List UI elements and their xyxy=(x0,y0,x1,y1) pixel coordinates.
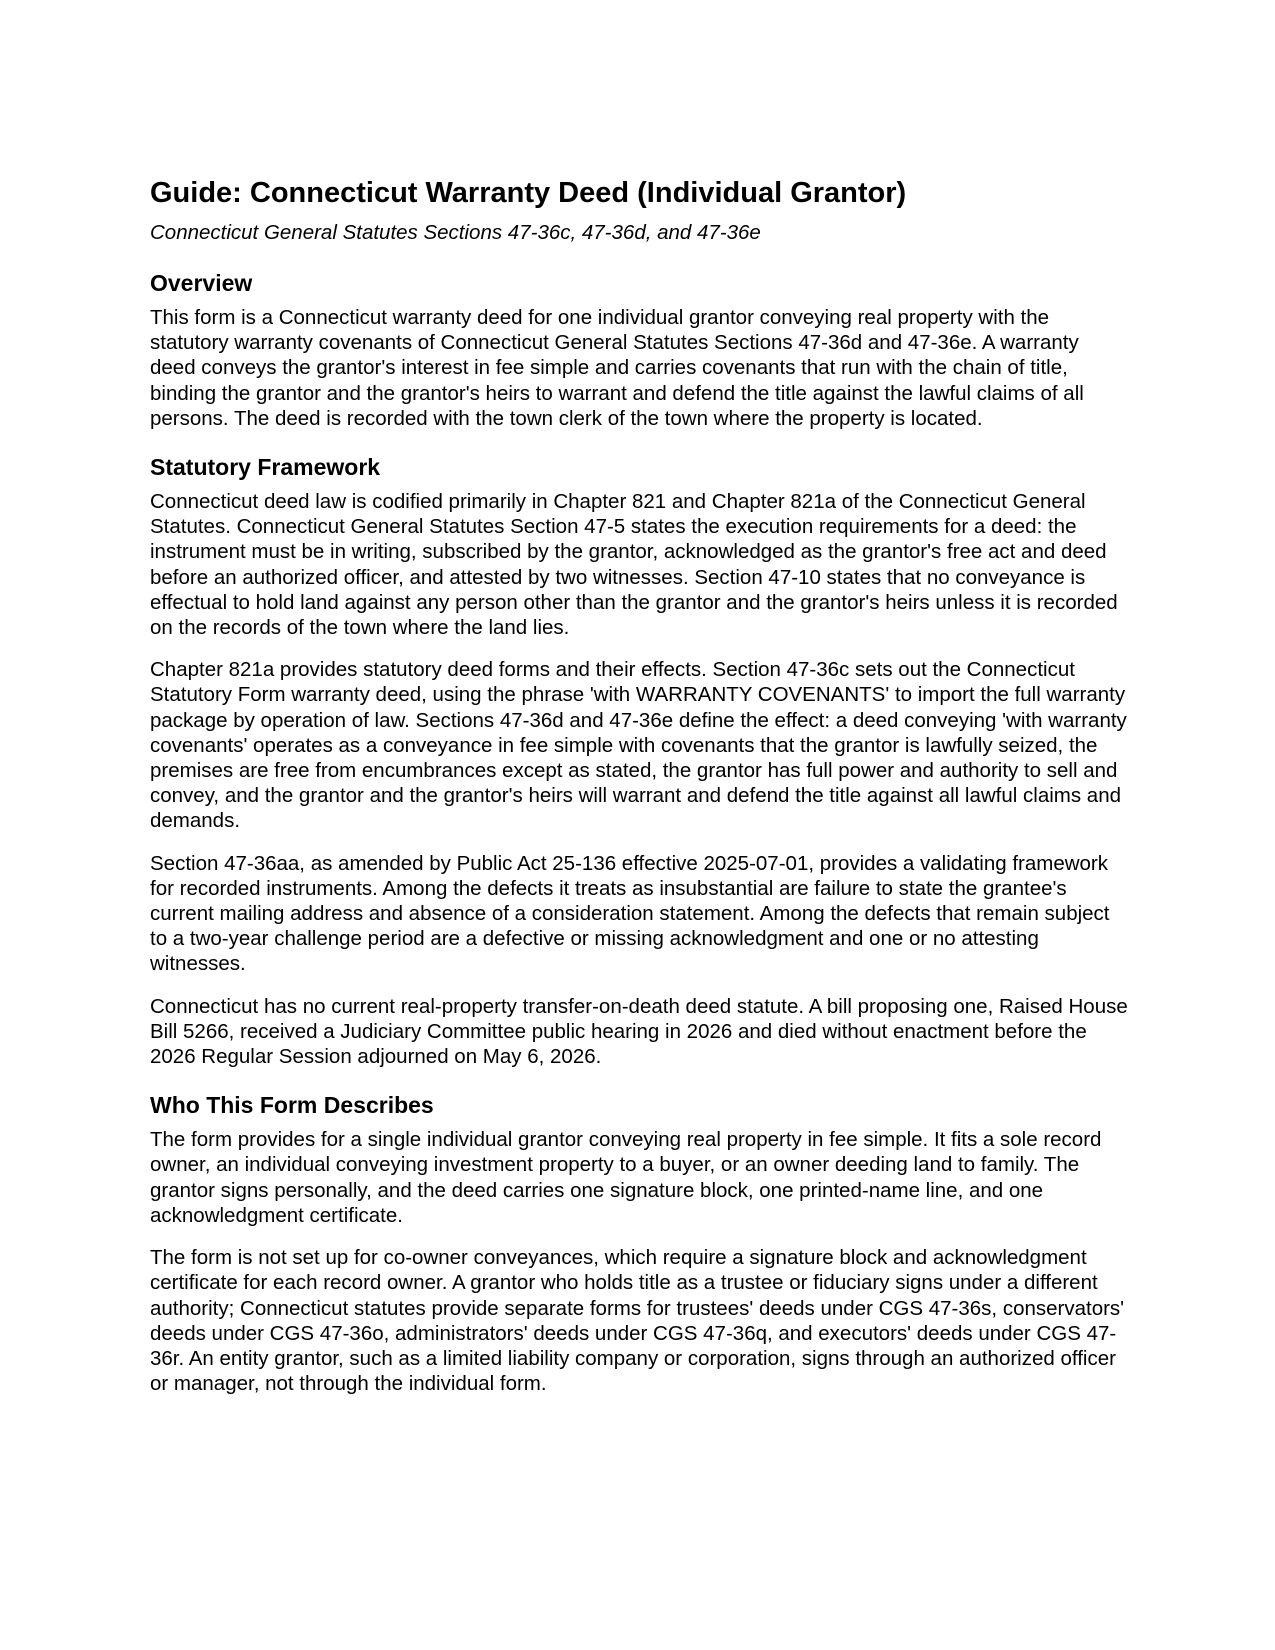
section-who-this-form-describes xyxy=(150,1091,1130,1396)
section-heading: Who This Form Describes xyxy=(150,1092,434,1119)
section-heading: Statutory Framework xyxy=(150,454,381,481)
document-subtitle: Connecticut General Statutes Sections 47-36c, 47-36d, and 47-36e xyxy=(150,221,761,244)
paragraph: Connecticut has no current real-property transfer-on-death deed statute. A bill proposing one, Raised House Bill 5266, received a Judiciary Committee public hearing in 2026 and died without enactment before the 2026 Regular Session adjourned on May 6, 2026. xyxy=(150,994,1128,1069)
document-page xyxy=(150,176,1130,1396)
paragraph: The form provides for a single individual grantor conveying real property in fee simple. It fits a sole record owner, an individual conveying investment property to a buyer, or an owner deeding land to family. The grantor signs personally, and the deed carries one signature block, one printed-name line, and one acknowledgment certificate. xyxy=(150,1128,1102,1227)
paragraph: Chapter 821a provides statutory deed forms and their effects. Section 47-36c sets out the Connecticut Statutory Form warranty deed, using the phrase 'with WARRANTY COVENANTS' to import the full warranty package by operation of law. Sections 47-36d and 47-36e define the effect: a deed conveying 'with warranty covenants' operates as a conveyance in fee simple with covenants that the grantor is lawfully seized, the premises are free from encumbrances except as stated, the grantor has full power and authority to sell and convey, and the grantor and the grantor's heirs will warrant and defend the title against all lawful claims and demands. xyxy=(150,658,1127,833)
paragraph: Connecticut deed law is codified primarily in Chapter 821 and Chapter 821a of the Connecticut General Statutes. Connecticut General Statutes Section 47-5 states the execution requirements for a deed: the instrument must be in writing, subscribed by the grantor, acknowledged as the grantor's free act and deed before an authorized officer, and attested by two witnesses. Section 47-10 states that no conveyance is effectual to hold land against any person other than the grantor and the grantor's heirs unless it is recorded on the records of the town where the land lies. xyxy=(150,490,1118,640)
section-heading: Overview xyxy=(150,270,253,296)
paragraph: Section 47-36aa, as amended by Public Act 25-136 effective 2025-07-01, provides a validating framework for recorded instruments. Among the defects it treats as insubstantial are failure to state the grantee's current mailing address and absence of a consideration statement. Among the defects that remain subject to a two-year challenge period are a defective or missing acknowledgment and one or no attesting witnesses. xyxy=(150,851,1110,976)
paragraph: This form is a Connecticut warranty deed for one individual grantor conveying real property with the statutory warranty covenants of Connecticut General Statutes Sections 47-36d and 47-36e. A warranty deed conveys the grantor's interest in fee simple and carries covenants that run with the chain of title, binding the grantor and the grantor's heirs to warrant and defend the title against the lawful claims of all persons. The deed is recorded with the town clerk of the town where the property is located. xyxy=(150,306,1084,430)
section-statutory-framework xyxy=(150,453,1130,1069)
section-overview xyxy=(150,269,1130,431)
paragraph: The form is not set up for co-owner conveyances, which require a signature block and acknowledgment certificate for each record owner. A grantor who holds title as a trustee or fiduciary signs under a different authority; Connecticut statutes provide separate forms for trustees' deeds under CGS 47-36s, conservators' deeds under CGS 47-36o, administrators' deeds under CGS 47-36q, and executors' deeds under CGS 47-36r. An entity grantor, such as a limited liability company or corporation, signs through an authorized officer or manager, not through the individual form. xyxy=(150,1246,1125,1396)
document-title: Guide: Connecticut Warranty Deed (Individual Grantor) xyxy=(150,177,907,209)
